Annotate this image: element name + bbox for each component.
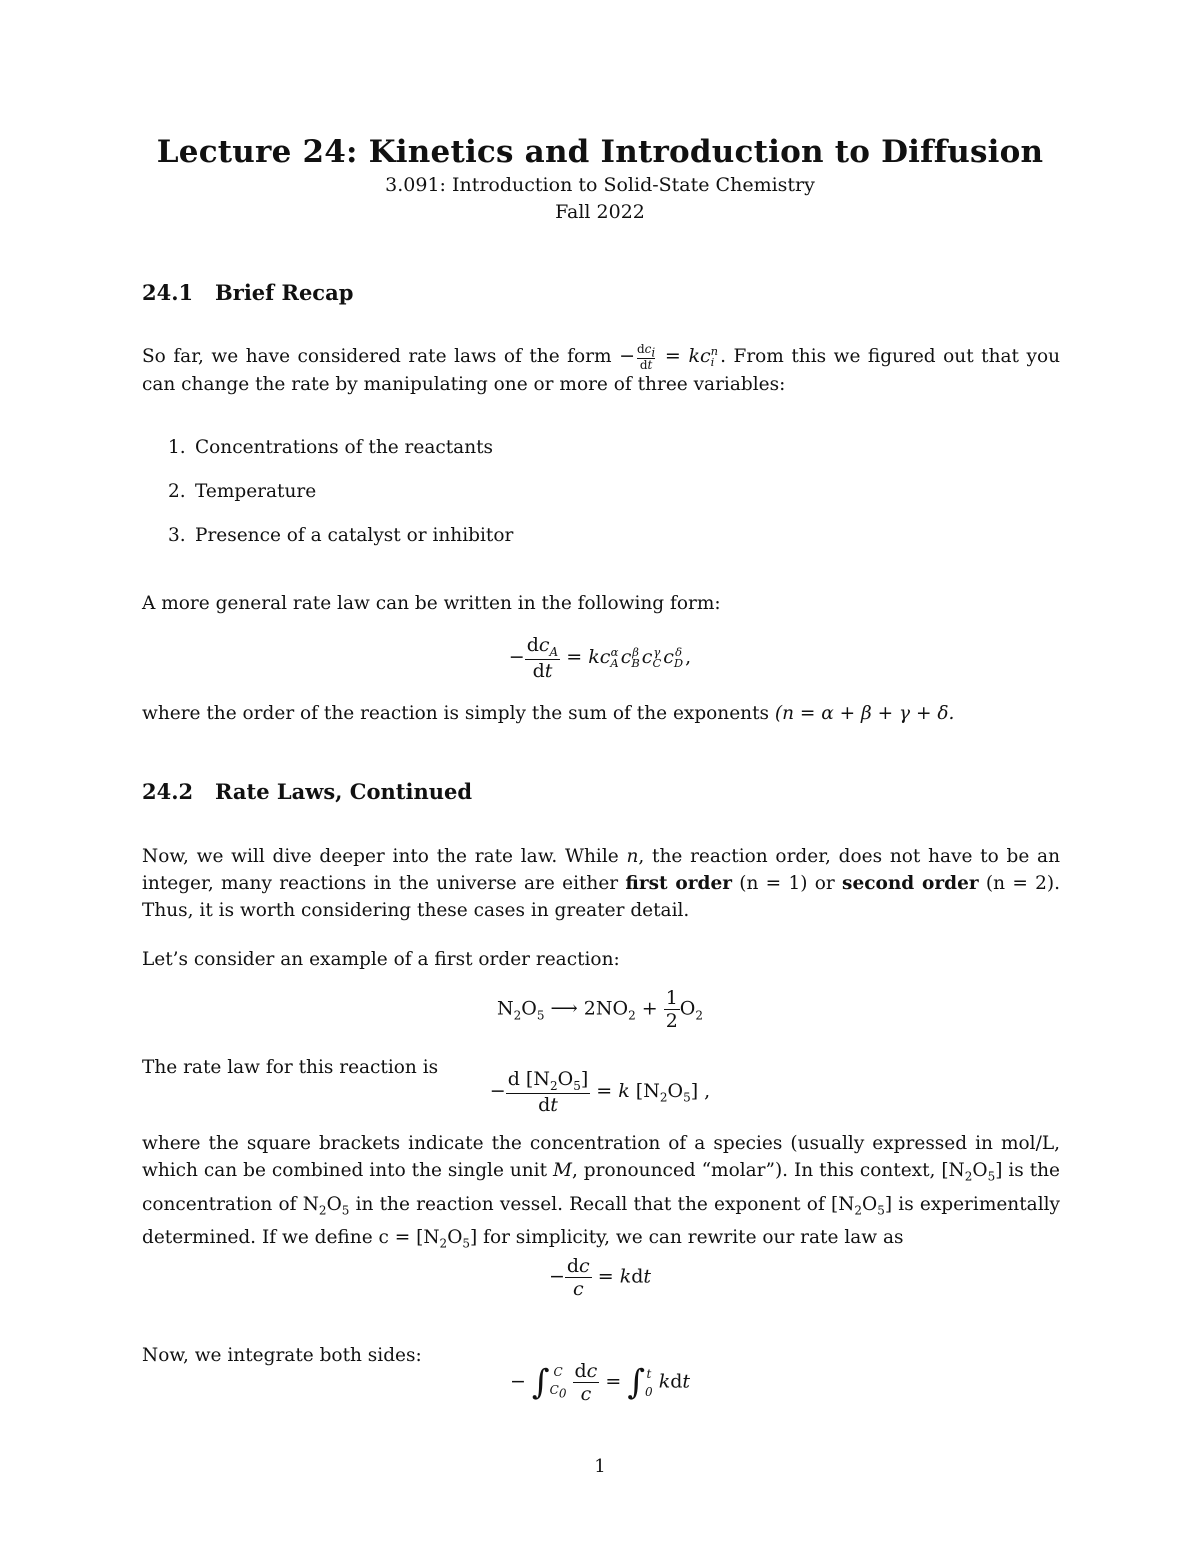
order-equation: (n = α + β + γ + δ. (774, 703, 955, 724)
page-number: 1 (594, 1456, 606, 1477)
course-name: 3.091: Introduction to Solid-State Chemistry (385, 174, 815, 196)
section-heading-24-1 (142, 280, 353, 305)
n2o5-rate-law-equation: − $\frac{d [N_2O_5]}{dt}$ = k $[N_2O_5]$ , (489, 1068, 711, 1116)
separated-rate-law-equation: − $\frac{dc}{c}$ = kdt (548, 1255, 652, 1300)
section-title: Rate Laws, Continued (215, 779, 473, 804)
concentration-paragraph: where the square brackets indicate the concentration of a species (usually expressed in mol/L, which can be combined into the single unit M, pronounced “molar”). In this context, $[N_2O_5]$ is the concentration of $N_2O_5$ in the reaction vessel. Recall that the exponent of $[N_2O_5]$ is experimentally determined. If we define $c = [N_2O_5]$ for simplicity, we can rewrite our rate law as (142, 1133, 1061, 1252)
recap-text-b: . From this we figured out that you can change the rate by manipulating one or more of three variables: (142, 346, 1060, 396)
recap-text-a: So far, we have considered rate laws of the form (142, 346, 612, 368)
recap-paragraph (142, 343, 1060, 398)
general-rate-law-equation: − $\frac{dc_A}{dt}$ = kc α A c β B c γ C c δ D , (508, 634, 692, 682)
list-item: 1. Concentrations of the reactants (168, 437, 494, 458)
section-number: 24.1 (142, 280, 194, 305)
term: Fall 2022 (555, 201, 645, 223)
reaction-equation: $N_2O_5$ ⟶ $2NO_2$ + $\frac{1}{2}$ $O_2$ (496, 987, 704, 1032)
list-item: 2. Temperature (168, 481, 317, 502)
order-sentence: where the order of the reaction is simply the sum of the exponents (n = α + β + γ + δ. (142, 703, 955, 724)
first-order-example-intro: Let’s consider an example of a first order reaction: (142, 949, 620, 970)
general-rate-law-intro: A more general rate law can be written in the following form: (142, 593, 721, 614)
lecture-title: Lecture 24: Kinetics and Introduction to Diffusion (156, 134, 1044, 170)
integral-equation: − ∫ C $C_0$ $\frac{dc}{c}$ = ∫ t 0 kdt (509, 1360, 691, 1405)
integrate-intro: Now, we integrate both sides: (142, 1345, 422, 1366)
section-title: Brief Recap (215, 280, 354, 305)
reaction-order-paragraph: Now, we will dive deeper into the rate law. While n, the reaction order, does not have to be an integer, many reactions in the universe are either first order (n = 1) or second order (n = 2). Thus, it is worth considering these cases in greater detail. (142, 846, 1060, 921)
section-heading-24-2 (142, 779, 472, 804)
section-number: 24.2 (142, 779, 194, 804)
inline-rate-law: − $dc_i$ dt = kc n i (619, 342, 719, 373)
list-item: 3. Presence of a catalyst or inhibitor (168, 525, 514, 546)
rate-law-intro: The rate law for this reaction is (142, 1057, 439, 1078)
